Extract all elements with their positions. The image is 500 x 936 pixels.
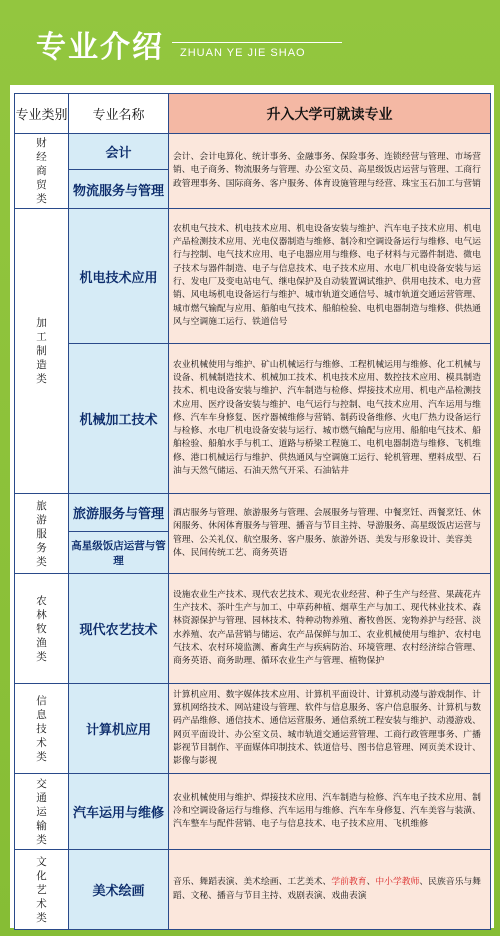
content-panel	[10, 85, 494, 928]
header-category: 专业类别	[15, 94, 69, 134]
major-name: 高星级饭店运营与管理	[69, 532, 169, 574]
category-label: 交通运输类	[36, 777, 47, 846]
major-name: 旅游服务与管理	[69, 494, 169, 532]
category-cell	[15, 850, 69, 930]
desc-text: 音乐、舞蹈表演、美术绘画、工艺美术、	[173, 877, 332, 888]
table-row	[15, 344, 491, 494]
table-row	[15, 209, 491, 344]
major-name: 美术绘画	[69, 850, 169, 930]
category-label: 加工制造类	[36, 317, 47, 385]
table-row	[15, 684, 491, 774]
title-divider	[172, 42, 342, 43]
page-title: 专业介绍	[36, 30, 164, 65]
table-row	[15, 494, 491, 532]
table-row	[15, 850, 491, 930]
category-cell	[15, 774, 69, 850]
table-row	[15, 574, 491, 684]
highlight-teacher: 中小学教师	[375, 877, 420, 888]
table-row	[15, 134, 491, 170]
highlight-preschool: 学前教育	[331, 877, 367, 888]
major-description: 酒店服务与管理、旅游服务与管理、会展服务与管理、中餐烹饪、西餐烹饪、休闲服务、休闲体育服务与管理、播音与节目主持、导游服务、高星级饭店运营与管理、公关礼仪、航空服务、客户服务、旅游外语、美发与形象设计、美容美体、民间传统工艺、商务英语	[169, 494, 491, 574]
major-name: 机械加工技术	[69, 344, 169, 494]
category-cell	[15, 574, 69, 684]
category-label: 农林牧渔类	[36, 594, 47, 663]
major-description: 农业机械使用与维护、矿山机械运行与维修、工程机械运用与维修、化工机械与设备、机械制造技术、机械加工技术、机电技术应用、数控技术应用、模具制造技术、机电设备安装与维护、汽车制造与检修、焊接技术应用、机电产品检测技术应用、医疗设备安装与维护、电气运行与控制、电气技术应用、汽车运用与维修、汽车车身修复、医疗器械维修与营销、制药设备维修、火电厂热力设备运行与检修、水电厂机电设备安装与运行、城市燃气输配与应用、船舶电气技术、船舶检验、船舶水手与机工、道路与桥梁工程施工、电机电器制造与维修、飞机维修、港口机械运行与维护、供热通风与空调施工运行、轮机管理、塑料成型、石油与天然气储运、石油天然气开采、石油钻井	[169, 344, 491, 494]
category-label: 财经商贸类	[36, 137, 47, 205]
major-name: 机电技术应用	[69, 209, 169, 344]
header-university: 升入大学可就读专业	[169, 94, 491, 134]
major-name: 会计	[69, 134, 169, 170]
major-description: 会计、会计电算化、统计事务、金融事务、保险事务、连锁经营与管理、市场营销、电子商务、物流服务与管理、办公室文员、高星级饭店运营与管理、工商行政管理事务、国际商务、客户服务、体育设施管理与经营、珠宝玉石加工与营销	[169, 134, 491, 209]
category-label: 文化艺术类	[36, 855, 47, 924]
desc-separator: 、	[366, 877, 376, 888]
desc-text: 、民族音乐与舞蹈、文秘、播音与节目主持、戏剧表演、戏曲表演	[173, 877, 481, 901]
major-description: 农机电气技术、机电技术应用、机电设备安装与维护、汽车电子技术应用、机电产品检测技术应用、光电仪器制造与维修、制冷和空调设备运行与维修、电气运行与控制、电气技术应用、电子电器应用与维修、电子材料与元器件制造、微电子技术与器件制造、电子与信息技术、电子技术应用、水电厂机电设备安装与运行、发电厂及变电站电气、继电保护及自动装置调试维护、供用电技术、电力营销、风电场机电设备运行与维护、城市轨道交通信号、城市轨道交通运营管理、城市燃气输配与应用、船舶电气技术、船舶检验、电机电器制造与维修、供热通风与空调施工运行、铁道信号	[169, 209, 491, 344]
category-cell	[15, 209, 69, 494]
major-description: 农业机械使用与维护、焊接技术应用、汽车制造与检修、汽车电子技术应用、制冷和空调设备运行与维修、汽车运用与维修、汽车车身修复、汽车美容与装潢、汽车整车与配件营销、电子与信息技术、电子技术应用、飞机维修	[169, 774, 491, 850]
category-cell	[15, 494, 69, 574]
major-description: 设施农业生产技术、现代农艺技术、观光农业经营、种子生产与经营、果蔬花卉生产技术、茶叶生产与加工、中草药种植、烟草生产与加工、现代林业技术、森林资源保护与管理、园林技术、特种动物养殖、畜牧兽医、宠物养护与经营、淡水养殖、农产品营销与储运、农产品保鲜与加工、农业机械使用与维护、农村电气技术、农村环境监测、畜禽生产与疾病防治、环境管理、农村经济综合管理、商务英语、商务助理、循环农业生产与管理、植物保护	[169, 574, 491, 684]
major-description	[169, 850, 491, 930]
major-name: 汽车运用与维修	[69, 774, 169, 850]
header-major: 专业名称	[69, 94, 169, 134]
major-name: 现代农艺技术	[69, 574, 169, 684]
page-subtitle: ZHUAN YE JIE SHAO	[180, 47, 306, 59]
major-name: 计算机应用	[69, 684, 169, 774]
table-row	[15, 774, 491, 850]
major-name: 物流服务与管理	[69, 170, 169, 209]
majors-table	[14, 93, 491, 930]
category-label: 信息技术类	[36, 694, 47, 763]
major-description: 计算机应用、数字媒体技术应用、计算机平面设计、计算机动漫与游戏制作、计算机网络技术、网站建设与管理、软件与信息服务、客户信息服务、计算机与数码产品维修、通信技术、通信运营服务、通信系统工程安装与维护、动漫游戏、网页平面设计、办公室文员、城市轨道交通运营管理、工商行政管理事务、广播影视节目制作、平面媒体印制技术、铁道信号、图书信息管理、网页美术设计、影像与影视	[169, 684, 491, 774]
category-cell	[15, 684, 69, 774]
category-cell	[15, 134, 69, 209]
page-header	[0, 0, 500, 82]
category-label: 旅游服务类	[36, 499, 47, 568]
table-header-row	[15, 94, 491, 134]
